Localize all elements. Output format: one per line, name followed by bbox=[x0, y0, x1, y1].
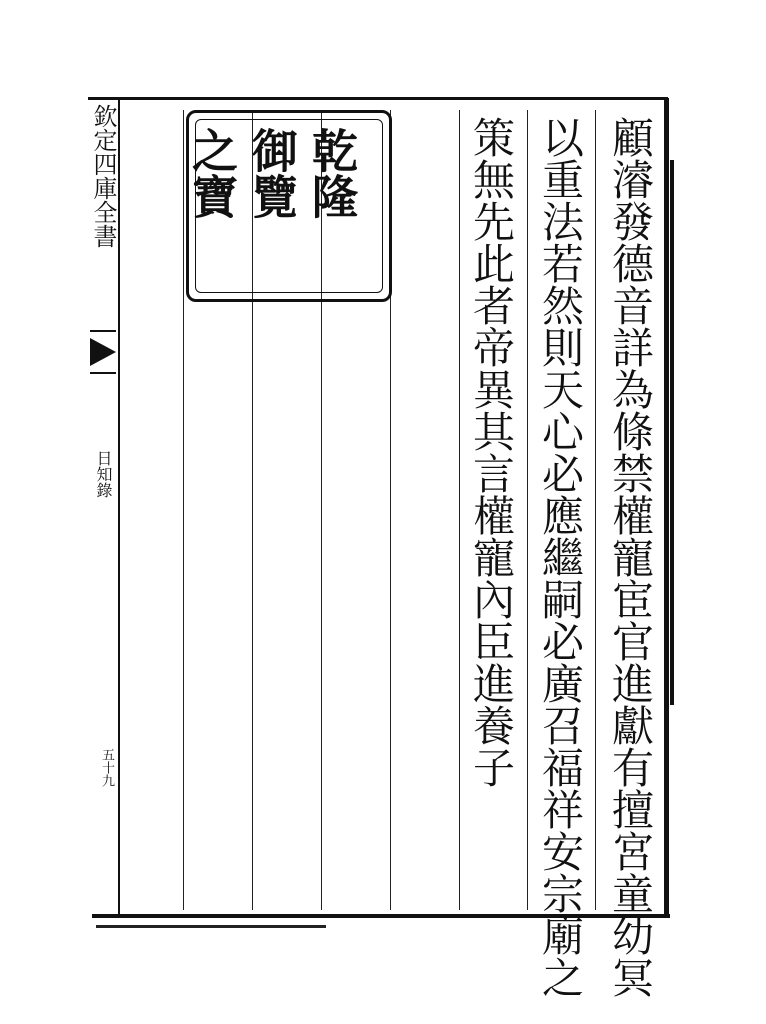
seal-column: 御覽 bbox=[245, 127, 299, 219]
frame-right-outer-border bbox=[670, 160, 674, 705]
section-title: 日知錄 bbox=[94, 450, 113, 498]
seal-column: 之寶 bbox=[185, 127, 239, 219]
fish-tail-mark bbox=[90, 330, 116, 374]
seal-column: 乾隆 bbox=[305, 127, 359, 219]
frame-top-border bbox=[88, 97, 668, 100]
folio-number: 五十九 bbox=[99, 748, 114, 787]
text-column: 顧濬發德音詳為條禁權寵宦官進獻有擅宮童幼冥 bbox=[606, 116, 655, 998]
imperial-seal bbox=[186, 110, 392, 302]
text-column: 策無先此者帝異其言權寵內臣進養子 bbox=[467, 116, 516, 788]
fish-tail-icon bbox=[90, 338, 116, 366]
column-rule bbox=[595, 110, 596, 910]
column-rule bbox=[183, 110, 184, 910]
book-title: 欽定四庫全書 bbox=[89, 104, 117, 248]
column-rule bbox=[527, 110, 528, 910]
frame-bottom-border-secondary bbox=[96, 925, 326, 928]
frame-right-border bbox=[664, 98, 669, 916]
text-column: 以重法若然則天心必應繼嗣必廣召福祥安宗廟之 bbox=[536, 116, 585, 998]
column-rule bbox=[459, 110, 460, 910]
